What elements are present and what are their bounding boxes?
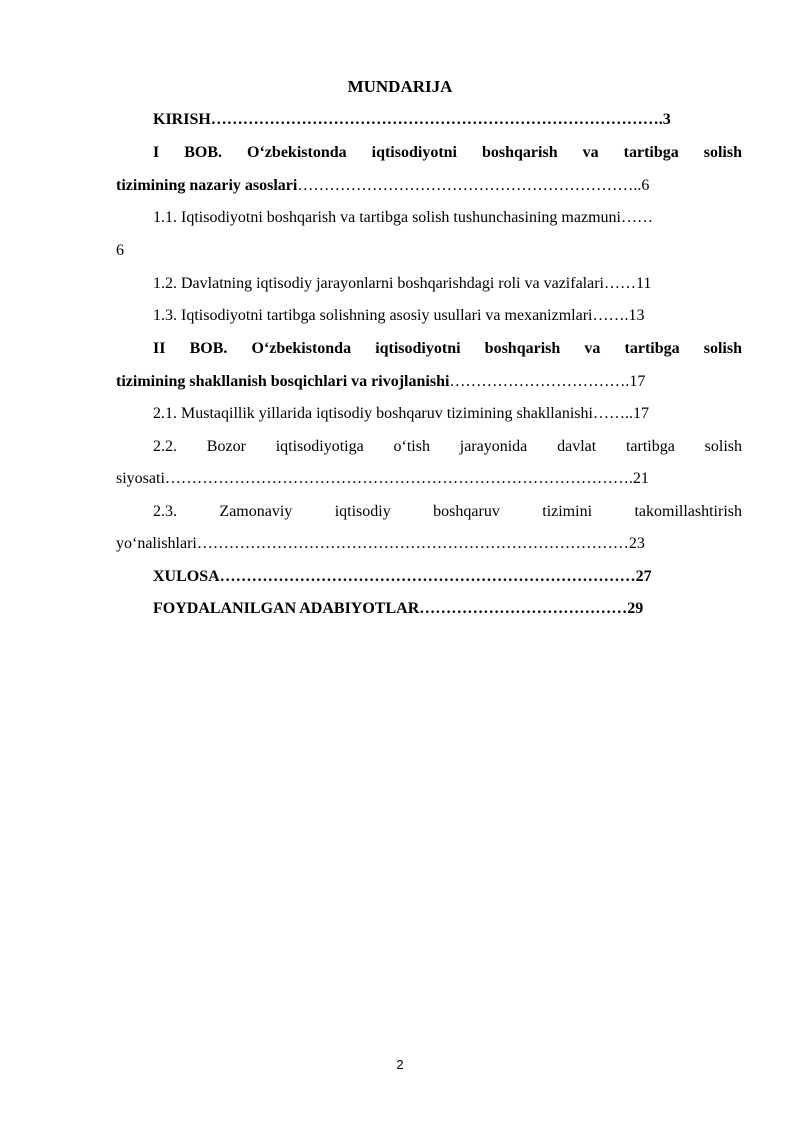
page-number: 2	[396, 1057, 404, 1072]
toc-entry-2-2-line2: siyosati…………………………………………………………………………….21	[116, 470, 649, 487]
toc-entry-adabiyotlar: FOYDALANILGAN ADABIYOTLAR…………………………………29	[153, 600, 644, 617]
toc-entry-bob1-dots: ………………………………………………………..6	[297, 177, 650, 194]
toc-entry-2-3-line2: yo‘nalishlari………………………………………………………………………23	[116, 535, 645, 552]
toc-entry-2-2-line1: 2.2. Bozor iqtisodiyotiga o‘tish jarayonida davlat tartibga solish	[153, 438, 742, 455]
toc-entry-1-1: 1.1. Iqtisodiyotni boshqarish va tartibga solish tushunchasining mazmuni……	[153, 209, 653, 226]
toc-entry-kirish: KIRISH………………………………………………………………………….3	[153, 111, 671, 128]
toc-entry-bob1-title: tizimining nazariy asoslari	[116, 177, 298, 194]
toc-entry-1-3: 1.3. Iqtisodiyotni tartibga solishning asosiy usullari va mexanizmlari…….13	[153, 307, 645, 324]
toc-entry-2-3-line1: 2.3. Zamonaviy iqtisodiy boshqaruv tizimini takomillashtirish	[153, 503, 742, 520]
toc-entry-2-1: 2.1. Mustaqillik yillarida iqtisodiy boshqaruv tizimining shakllanishi……..17	[153, 405, 649, 422]
toc-entry-bob2-line2	[116, 372, 645, 392]
toc-entry-bob1-line1: I BOB. O‘zbekistonda iqtisodiyotni boshqarish va tartibga solish	[153, 144, 742, 161]
toc-entry-bob2-line1: II BOB. O‘zbekistonda iqtisodiyotni boshqarish va tartibga solish	[153, 340, 742, 357]
toc-entry-xulosa: XULOSA……………………………………………………………………27	[153, 568, 652, 585]
toc-entry-bob2-dots: …………………………….17	[449, 373, 646, 390]
toc-entry-bob1-line2	[116, 176, 649, 196]
toc-entry-bob2-title: tizimining shakllanish bosqichlari va rivojlanishi	[116, 373, 450, 390]
toc-entry-1-2: 1.2. Davlatning iqtisodiy jarayonlarni boshqarishdagi roli va vazifalari……11	[153, 275, 652, 292]
page-title: MUNDARIJA	[347, 77, 453, 96]
toc-entry-1-1-page: 6	[116, 242, 124, 259]
